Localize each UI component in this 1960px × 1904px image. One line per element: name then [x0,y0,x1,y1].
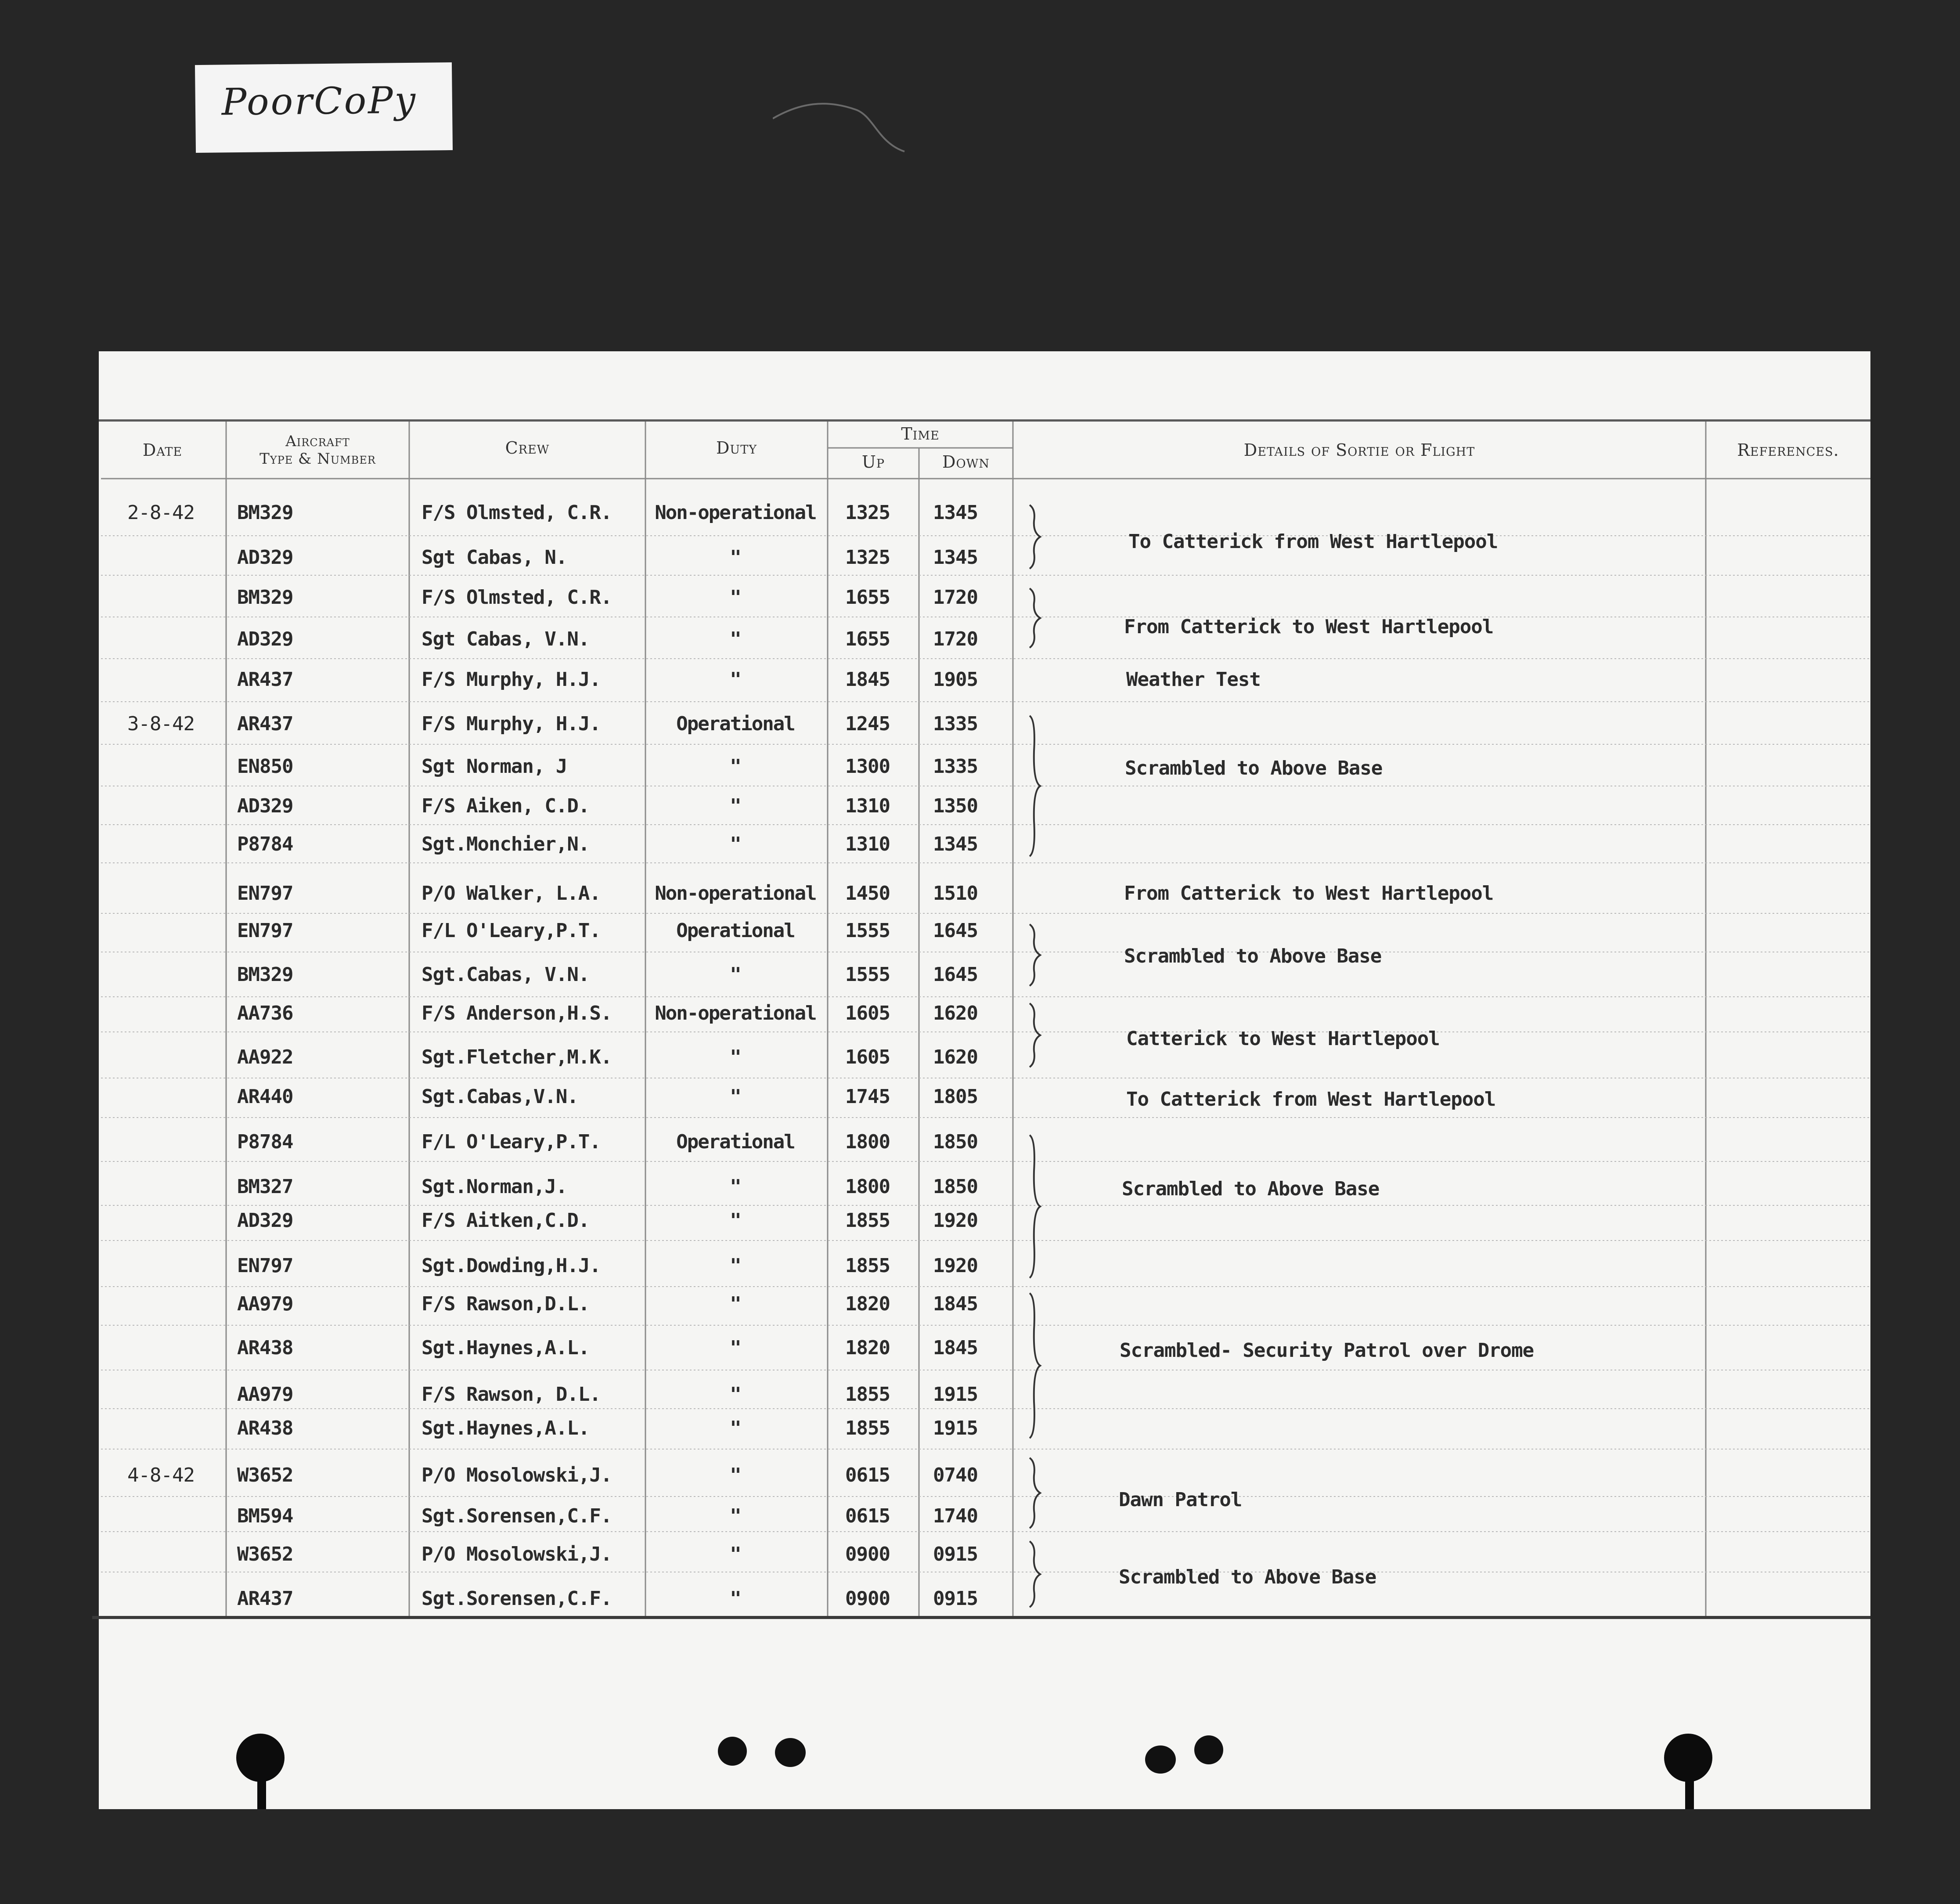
row-aircraft: BM329 [237,963,293,986]
row-aircraft: W3652 [237,1543,293,1565]
row-time-up: 1450 [845,882,890,905]
header-date: Date [142,440,183,460]
row-crew: Sgt.Haynes,A.L. [422,1417,590,1439]
row-duty-ditto: " [730,1085,741,1108]
row-crew: F/S Olmsted, C.R. [422,501,612,524]
row-duty-ditto: " [730,833,741,855]
row-aircraft: AD329 [237,1209,293,1232]
sortie-detail: Scrambled to Above Base [1125,757,1383,779]
row-aircraft: EN797 [237,920,293,942]
poor-copy-label [195,62,453,153]
row-date: 3-8-42 [127,713,195,735]
row-time-up: 1655 [845,628,890,650]
row-time-up: 0615 [845,1464,890,1486]
row-crew: Sgt Cabas, V.N. [422,628,590,650]
header-aircraft [226,433,409,468]
sortie-detail: From Catterick to West Hartlepool [1124,616,1494,638]
row-time-up: 1655 [845,586,890,609]
poor-copy-stamp: PoorCoPy [221,78,418,124]
punch-hole-right-stem [1685,1774,1694,1809]
sortie-detail: Scrambled to Above Base [1119,1566,1376,1588]
row-time-up: 1845 [845,668,890,691]
row-time-up: 1300 [845,755,890,778]
row-time-down: 0740 [933,1464,978,1486]
row-crew: F/S Olmsted, C.R. [422,586,612,609]
row-time-up: 1855 [845,1255,890,1277]
row-duty-ditto: " [730,546,741,569]
row-aircraft: BM329 [237,586,293,609]
row-time-up: 0615 [845,1505,890,1527]
header-duty: Duty [716,438,757,458]
row-time-down: 1850 [933,1131,978,1153]
row-time-down: 1805 [933,1085,978,1108]
row-crew: Sgt.Sorensen,C.F. [422,1587,612,1610]
row-duty: Operational [676,1131,795,1153]
row-time-up: 1800 [845,1131,890,1153]
row-date: 2-8-42 [127,501,195,524]
row-crew: F/S Murphy, H.J. [422,713,601,735]
row-time-up: 1325 [845,501,890,524]
row-duty-ditto: " [730,755,741,778]
row-time-down: 1335 [933,755,978,778]
row-time-down: 1645 [933,963,978,986]
row-crew: P/O Walker, L.A. [422,882,601,905]
row-aircraft: EN850 [237,755,293,778]
row-aircraft: EN797 [237,1255,293,1277]
row-time-down: 1915 [933,1417,978,1439]
header-crew: Crew [505,438,550,458]
row-time-down: 1720 [933,628,978,650]
row-aircraft: AA979 [237,1383,293,1406]
row-time-up: 1800 [845,1176,890,1198]
row-duty-ditto: " [730,963,741,986]
row-aircraft: P8784 [237,1131,293,1153]
row-duty-ditto: " [730,1209,741,1232]
header-down: Down [942,452,990,472]
row-aircraft: BM594 [237,1505,293,1527]
row-duty-ditto: " [730,668,741,691]
row-duty-ditto: " [730,1543,741,1565]
row-aircraft: EN797 [237,882,293,905]
table-bottom-rule [92,1616,1870,1619]
row-time-down: 1345 [933,501,978,524]
sortie-detail: Scrambled- Security Patrol over Drome [1120,1339,1534,1362]
row-crew: F/S Anderson,H.S. [422,1002,612,1024]
row-crew: F/S Rawson, D.L. [422,1383,601,1406]
sortie-detail: Scrambled to Above Base [1122,1178,1380,1200]
row-time-down: 1620 [933,1046,978,1068]
row-aircraft: AA979 [237,1293,293,1315]
row-time-up: 1555 [845,920,890,942]
row-crew: F/L O'Leary,P.T. [422,1131,601,1153]
row-time-down: 1845 [933,1293,978,1315]
row-duty-ditto: " [730,1464,741,1486]
row-crew: Sgt.Dowding,H.J. [422,1255,601,1277]
header-aircraft-line2: Type & Number [259,450,376,468]
row-duty: Operational [676,713,795,735]
row-time-up: 1555 [845,963,890,986]
row-time-down: 1905 [933,668,978,691]
row-date: 4-8-42 [127,1464,195,1486]
row-crew: Sgt.Norman,J. [422,1176,567,1198]
row-crew: F/L O'Leary,P.T. [422,920,601,942]
row-crew: Sgt.Cabas, V.N. [422,963,590,986]
row-time-down: 1335 [933,713,978,735]
binding-dot [1194,1735,1223,1764]
row-duty-ditto: " [730,1255,741,1277]
punch-hole-left-stem [257,1774,266,1809]
row-duty-ditto: " [730,1505,741,1527]
sortie-detail: Catterick to West Hartlepool [1126,1028,1440,1050]
header-top-rule [99,419,1870,422]
header-details: Details of Sortie or Flight [1243,440,1475,460]
row-time-up: 0900 [845,1543,890,1565]
row-time-up: 1820 [845,1293,890,1315]
sortie-detail: To Catterick from West Hartlepool [1126,1088,1496,1111]
header-up: Up [861,452,885,472]
row-time-down: 0915 [933,1587,978,1610]
row-crew: Sgt.Cabas,V.N. [422,1085,578,1108]
row-time-down: 1920 [933,1255,978,1277]
sortie-detail: From Catterick to West Hartlepool [1124,882,1494,905]
row-aircraft: AR438 [237,1417,293,1439]
row-time-down: 1510 [933,882,978,905]
row-time-up: 1310 [845,795,890,817]
row-aircraft: AR437 [237,713,293,735]
row-time-up: 1745 [845,1085,890,1108]
row-time-up: 1605 [845,1046,890,1068]
row-crew: Sgt Cabas, N. [422,546,567,569]
row-aircraft: W3652 [237,1464,293,1486]
row-aircraft: AA922 [237,1046,293,1068]
row-crew: Sgt.Monchier,N. [422,833,590,855]
row-time-up: 1605 [845,1002,890,1024]
binding-dot [718,1737,747,1766]
row-time-up: 1310 [845,833,890,855]
binding-dot [1145,1745,1176,1774]
row-aircraft: AD329 [237,546,293,569]
header-references: References. [1737,440,1839,460]
row-time-down: 1845 [933,1337,978,1359]
row-crew: Sgt.Sorensen,C.F. [422,1505,612,1527]
row-duty-ditto: " [730,1417,741,1439]
row-aircraft: AA736 [237,1002,293,1024]
row-time-up: 0900 [845,1587,890,1610]
row-duty-ditto: " [730,1293,741,1315]
binding-dot [775,1738,806,1767]
row-aircraft: BM329 [237,501,293,524]
row-time-down: 1740 [933,1505,978,1527]
row-time-up: 1855 [845,1417,890,1439]
row-time-down: 1345 [933,546,978,569]
row-aircraft: AD329 [237,795,293,817]
row-aircraft: AD329 [237,628,293,650]
row-time-down: 0915 [933,1543,978,1565]
row-duty-ditto: " [730,795,741,817]
row-duty-ditto: " [730,1587,741,1610]
row-crew: P/O Mosolowski,J. [422,1543,612,1565]
row-crew: Sgt.Fletcher,M.K. [422,1046,612,1068]
row-time-down: 1720 [933,586,978,609]
row-time-down: 1850 [933,1176,978,1198]
row-crew: F/S Murphy, H.J. [422,668,601,691]
row-time-down: 1645 [933,920,978,942]
row-duty-ditto: " [730,1383,741,1406]
row-duty: Non-operational [655,501,816,524]
row-time-down: 1345 [933,833,978,855]
film-scratch [773,94,913,160]
row-crew: F/S Aiken, C.D. [422,795,590,817]
row-crew: F/S Rawson,D.L. [422,1293,590,1315]
row-aircraft: AR440 [237,1085,293,1108]
row-crew: P/O Mosolowski,J. [422,1464,612,1486]
row-duty-ditto: " [730,586,741,609]
row-time-down: 1920 [933,1209,978,1232]
row-aircraft: BM327 [237,1176,293,1198]
row-time-down: 1620 [933,1002,978,1024]
header-aircraft-line1: Aircraft [285,433,350,450]
row-time-up: 1855 [845,1209,890,1232]
row-crew: Sgt.Haynes,A.L. [422,1337,590,1359]
row-time-up: 1325 [845,546,890,569]
sortie-detail: Weather Test [1126,668,1261,691]
row-duty-ditto: " [730,1176,741,1198]
row-aircraft: AR437 [237,668,293,691]
row-crew: F/S Aitken,C.D. [422,1209,590,1232]
row-time-down: 1915 [933,1383,978,1406]
sortie-detail: To Catterick from West Hartlepool [1128,530,1498,553]
row-aircraft: P8784 [237,833,293,855]
row-time-up: 1855 [845,1383,890,1406]
row-duty-ditto: " [730,628,741,650]
row-duty-ditto: " [730,1337,741,1359]
row-time-down: 1350 [933,795,978,817]
row-duty: Non-operational [655,882,816,905]
row-crew: Sgt Norman, J [422,755,567,778]
row-aircraft: AR438 [237,1337,293,1359]
header-time: Time [901,424,940,444]
log-sheet-right [1431,351,1870,1809]
sortie-detail: Scrambled to Above Base [1124,945,1382,967]
row-time-up: 1245 [845,713,890,735]
row-aircraft: AR437 [237,1587,293,1610]
row-duty-ditto: " [730,1046,741,1068]
row-time-up: 1820 [845,1337,890,1359]
row-duty: Non-operational [655,1002,816,1024]
row-duty: Operational [676,920,795,942]
sortie-detail: Dawn Patrol [1119,1489,1242,1511]
